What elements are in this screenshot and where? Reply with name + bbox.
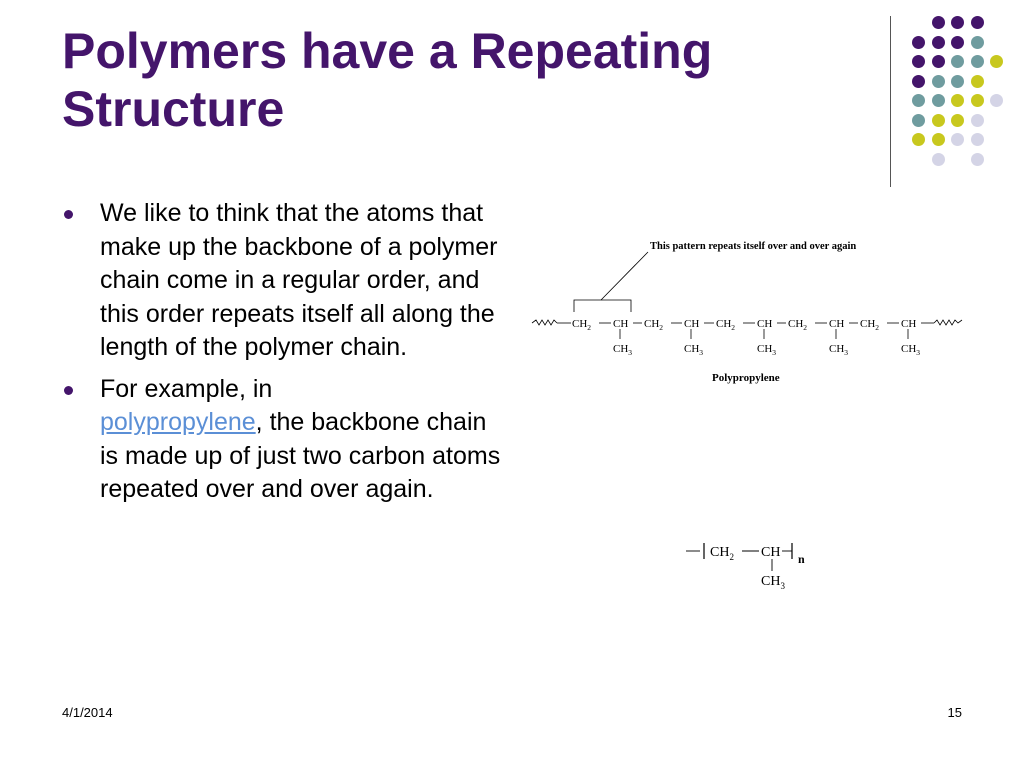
decorative-dot — [971, 153, 984, 166]
decorative-dot — [990, 94, 1003, 107]
divider-line — [890, 16, 891, 187]
chain-units — [572, 318, 934, 357]
page-number: 15 — [947, 705, 962, 720]
decorative-dot — [971, 36, 984, 49]
figure-caption: Polypropylene — [712, 372, 780, 384]
decorative-dot — [951, 75, 964, 88]
bullet-item — [62, 373, 502, 507]
ch2-group: $CH_2$ — [572, 318, 592, 332]
ch3-label: $CH_3$ — [761, 574, 785, 591]
bullet-list — [62, 197, 502, 515]
ch2-group: $CH_2$ — [788, 318, 808, 332]
chain-wavy-start — [532, 320, 557, 325]
decorative-dot — [912, 94, 925, 107]
ch3-group: $CH_3$ — [613, 343, 633, 357]
polypropylene-chain-figure — [526, 232, 966, 392]
decorative-dot — [912, 133, 925, 146]
bullet-text: We like to think that the atoms that make up the backbone of a polymer chain come in a regular order, and this order repeats itself all along the length of the polymer chain. — [100, 199, 498, 361]
n-subscript: n — [798, 552, 805, 566]
decorative-dot — [932, 114, 945, 127]
decorative-dot — [971, 16, 984, 29]
decorative-dot — [932, 94, 945, 107]
ch-group: CH — [829, 318, 845, 330]
repeat-bracket — [574, 300, 631, 312]
decorative-dot — [912, 36, 925, 49]
decorative-dot — [951, 55, 964, 68]
decorative-dot — [951, 36, 964, 49]
bullet-text-before: For example, in — [100, 374, 273, 403]
bullet-text-after: , the backbone chain is made up of just two carbon atoms repeated over and over again. — [100, 408, 501, 503]
decorative-dot — [912, 114, 925, 127]
bullet-marker — [64, 210, 73, 219]
ch-group: CH — [613, 318, 629, 330]
decorative-dot — [951, 133, 964, 146]
ch-group: CH — [901, 318, 917, 330]
ch3-group: $CH_3$ — [901, 343, 921, 357]
decorative-dot — [932, 16, 945, 29]
decorative-dot — [971, 75, 984, 88]
ch2-group: $CH_2$ — [644, 318, 664, 332]
footer-date: 4/1/2014 — [62, 705, 113, 720]
ch-group: CH — [757, 318, 773, 330]
ch3-group: $CH_3$ — [757, 343, 777, 357]
chain-wavy-end — [934, 320, 962, 325]
ch3-group: $CH_3$ — [684, 343, 704, 357]
annotation-pointer — [601, 252, 648, 300]
decorative-dot — [971, 94, 984, 107]
ch-label: CH — [761, 545, 781, 560]
annotation-text: This pattern repeats itself over and over again — [650, 241, 857, 252]
decorative-dot — [912, 55, 925, 68]
ch3-group: $CH_3$ — [829, 343, 849, 357]
decorative-dot — [932, 75, 945, 88]
slide-title — [62, 22, 862, 138]
repeat-unit-figure — [680, 535, 830, 605]
ch-group: CH — [684, 318, 700, 330]
bullet-marker — [64, 386, 73, 395]
bullet-item — [62, 197, 502, 365]
ch2-group: $CH_2$ — [716, 318, 736, 332]
decorative-dot — [932, 153, 945, 166]
decorative-dot — [912, 75, 925, 88]
decorative-dot — [990, 55, 1003, 68]
decorative-dot — [932, 55, 945, 68]
polypropylene-link[interactable]: polypropylene — [100, 408, 256, 436]
title-line-1: Polymers have a Repeating — [62, 23, 713, 79]
decorative-dot — [951, 94, 964, 107]
ch2-group: $CH_2$ — [860, 318, 880, 332]
decorative-dot — [932, 36, 945, 49]
decorative-dot — [951, 16, 964, 29]
decorative-dot — [971, 133, 984, 146]
decorative-dot — [971, 114, 984, 127]
decorative-dot — [932, 133, 945, 146]
ch2-label: $CH_2$ — [710, 545, 734, 562]
title-line-2: Structure — [62, 81, 285, 137]
decorative-dot — [951, 114, 964, 127]
decorative-dot — [971, 55, 984, 68]
